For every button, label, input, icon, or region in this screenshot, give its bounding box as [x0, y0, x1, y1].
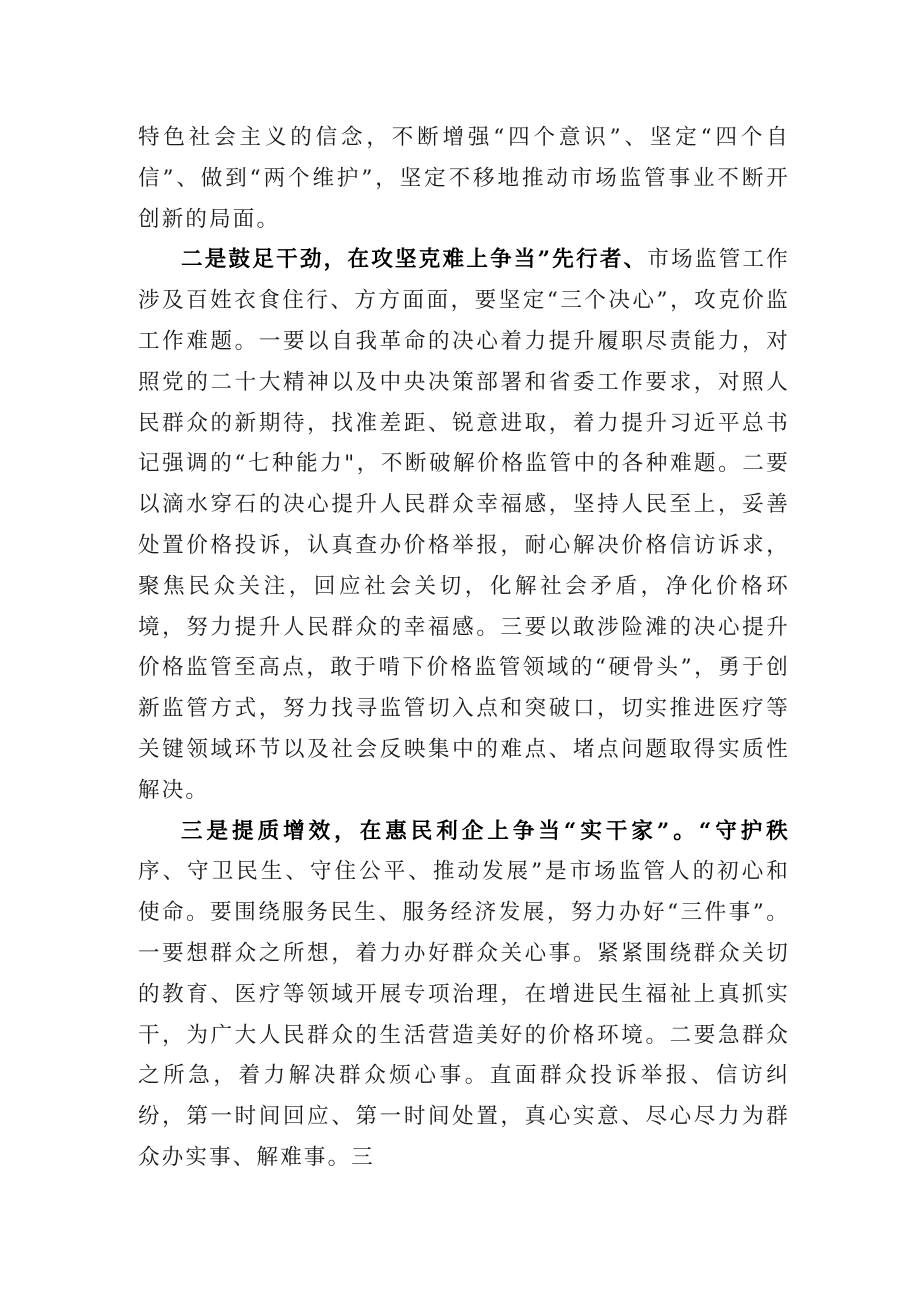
paragraph-section-three — [138, 812, 790, 1179]
paragraph-lead: 二是鼓足干劲，在攻坚克难上争当”先行者、 — [181, 247, 648, 273]
paragraph-text: 序、守卫民生、守住公平、推动发展”是市场监管人的初心和使命。要围绕服务民生、服务经济发展，努力办好“三件事”。一要想群众之所想，着力办好群众关心事。紧紧围绕群众关切的教育、医疗等领域开展专项治理，在增进民生福祉上真抓实干，为广大人民群众的生活营造美好的价格环境。二要急群众之所急，着力解决群众烦心事。直面群众投诉举报、信访纠纷，第一时间回应、第一时间处置，真心实意、尽心尽力为群众办实事、解难事。三 — [138, 859, 790, 1170]
document-body — [138, 118, 790, 1179]
paragraph-continuation — [138, 118, 790, 240]
paragraph-lead: 三是提质增效，在惠民利企上争当“实干家”。“守护秩 — [181, 818, 790, 844]
paragraph-text: 市场监管工作涉及百姓衣食住行、方方面面，要坚定“三个决心”，攻克价监工作难题。一要以自我革命的决心着力提升履职尽责能力，对照党的二十大精神以及中央决策部署和省委工作要求，对照人民群众的新期待，找准差距、锐意进取，着力提升习近平总书记强调的“七种能力"，不断破解价格监管中的各种难题。二要以滴水穿石的决心提升人民群众幸福感，坚持人民至上，妥善处置价格投诉，认真查办价格举报，耐心解决价格信访诉求，聚焦民众关注，回应社会关切，化解社会矛盾，净化价格环境，努力提升人民群众的幸福感。三要以敢涉险滩的决心提升价格监管至高点，敢于啃下价格监管领域的“硬骨头”，勇于创新监管方式，努力找寻监管切入点和突破口，切实推进医疗等关键领域环节以及社会反映集中的难点、堵点问题取得实质性解决。 — [138, 247, 790, 803]
paragraph-section-two — [138, 240, 790, 811]
paragraph-text: 特色社会主义的信念，不断增强“四个意识”、坚定“四个自信”、做到“两个维护”，坚定不移地推动市场监管事业不断开创新的局面。 — [138, 125, 790, 232]
